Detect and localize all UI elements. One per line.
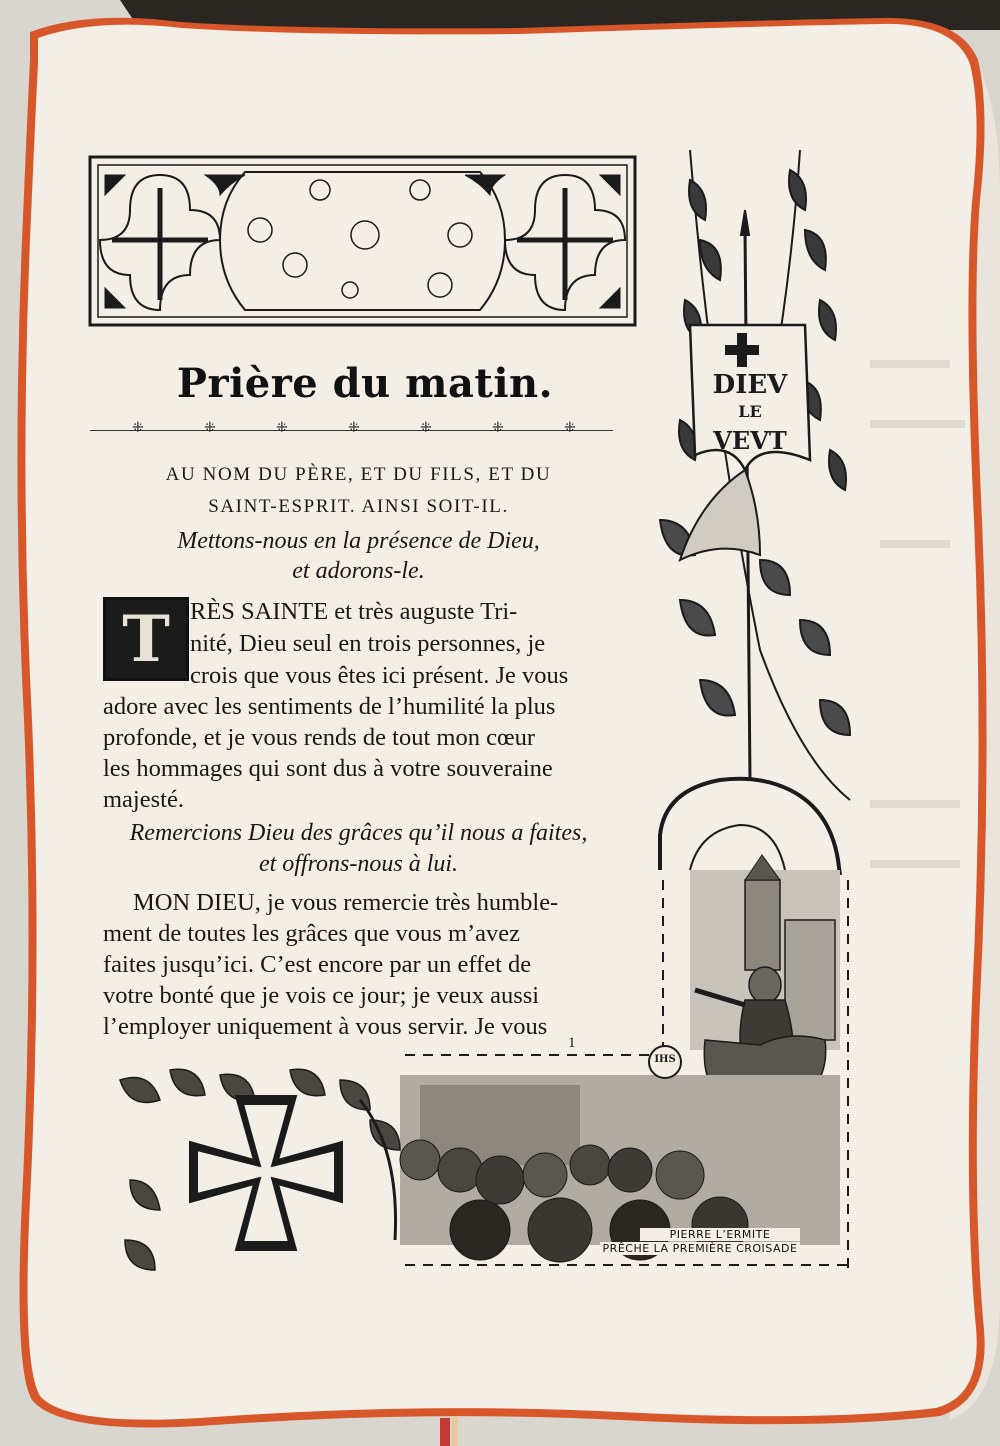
paragraph-2-line-1: MON DIEU, je vous remercie très humble- bbox=[133, 889, 559, 916]
paragraph-2-line-5: l’employer uniquement à vous servir. Je vous bbox=[103, 1013, 548, 1040]
banner-line-2: LE bbox=[738, 402, 762, 421]
page-title: Prière du matin. bbox=[176, 360, 554, 407]
paragraph-1-line-5: profonde, et je vous rends de tout mon cœur bbox=[103, 724, 536, 751]
paragraph-1-line-3: crois que vous êtes ici présent. Je vous bbox=[190, 662, 569, 689]
paragraph-1-line-7: majesté. bbox=[103, 786, 184, 813]
rubric-2-line-2: et offrons-nous à lui. bbox=[258, 851, 459, 877]
title-divider: ⁜ ⁜ ⁜ ⁜ ⁜ ⁜ ⁜ bbox=[90, 430, 613, 435]
invocation-line-2: SAINT-ESPRIT. AINSI SOIT-IL. bbox=[208, 496, 509, 517]
paragraph-2-line-3: faites jusqu’ici. C’est encore par un effet de bbox=[103, 951, 532, 978]
paragraph-1-line-1: RÈS SAINTE et très auguste Tri- bbox=[190, 598, 518, 625]
rubric-2-line-1: Remercions Dieu des grâces qu’il nous a faites, bbox=[129, 820, 588, 846]
paragraph-1-line-4: adore avec les sentiments de l’humilité la plus bbox=[103, 693, 556, 720]
page-number: 1 bbox=[568, 1035, 576, 1051]
illustration-caption-line-2: PRÊCHE LA PREMIÈRE CROISADE bbox=[600, 1242, 800, 1255]
banner-line-1: DIEV bbox=[712, 370, 788, 400]
drop-cap-box bbox=[103, 597, 189, 681]
rubric-1-line-1: Mettons-nous en la présence de Dieu, bbox=[177, 528, 540, 554]
banner-line-3: VEVT bbox=[713, 426, 787, 455]
paragraph-2-line-2: ment de toutes les grâces que vous m’avez bbox=[103, 920, 521, 947]
invocation-line-1: AU NOM DU PÈRE, ET DU FILS, ET DU bbox=[165, 464, 552, 485]
paragraph-1-line-2: nité, Dieu seul en trois personnes, je bbox=[190, 630, 546, 657]
illustration-caption-line-1: PIERRE L’ERMITE bbox=[640, 1228, 800, 1241]
paragraph-1-line-6: les hommages qui sont dus à votre souveraine bbox=[103, 755, 553, 782]
drop-cap-letter: T bbox=[122, 602, 170, 677]
rubric-1-line-2: et adorons-le. bbox=[292, 558, 425, 584]
monogram: IHS bbox=[654, 1054, 676, 1065]
paragraph-2-line-4: votre bonté que je vois ce jour; je veux aussi bbox=[103, 982, 540, 1009]
